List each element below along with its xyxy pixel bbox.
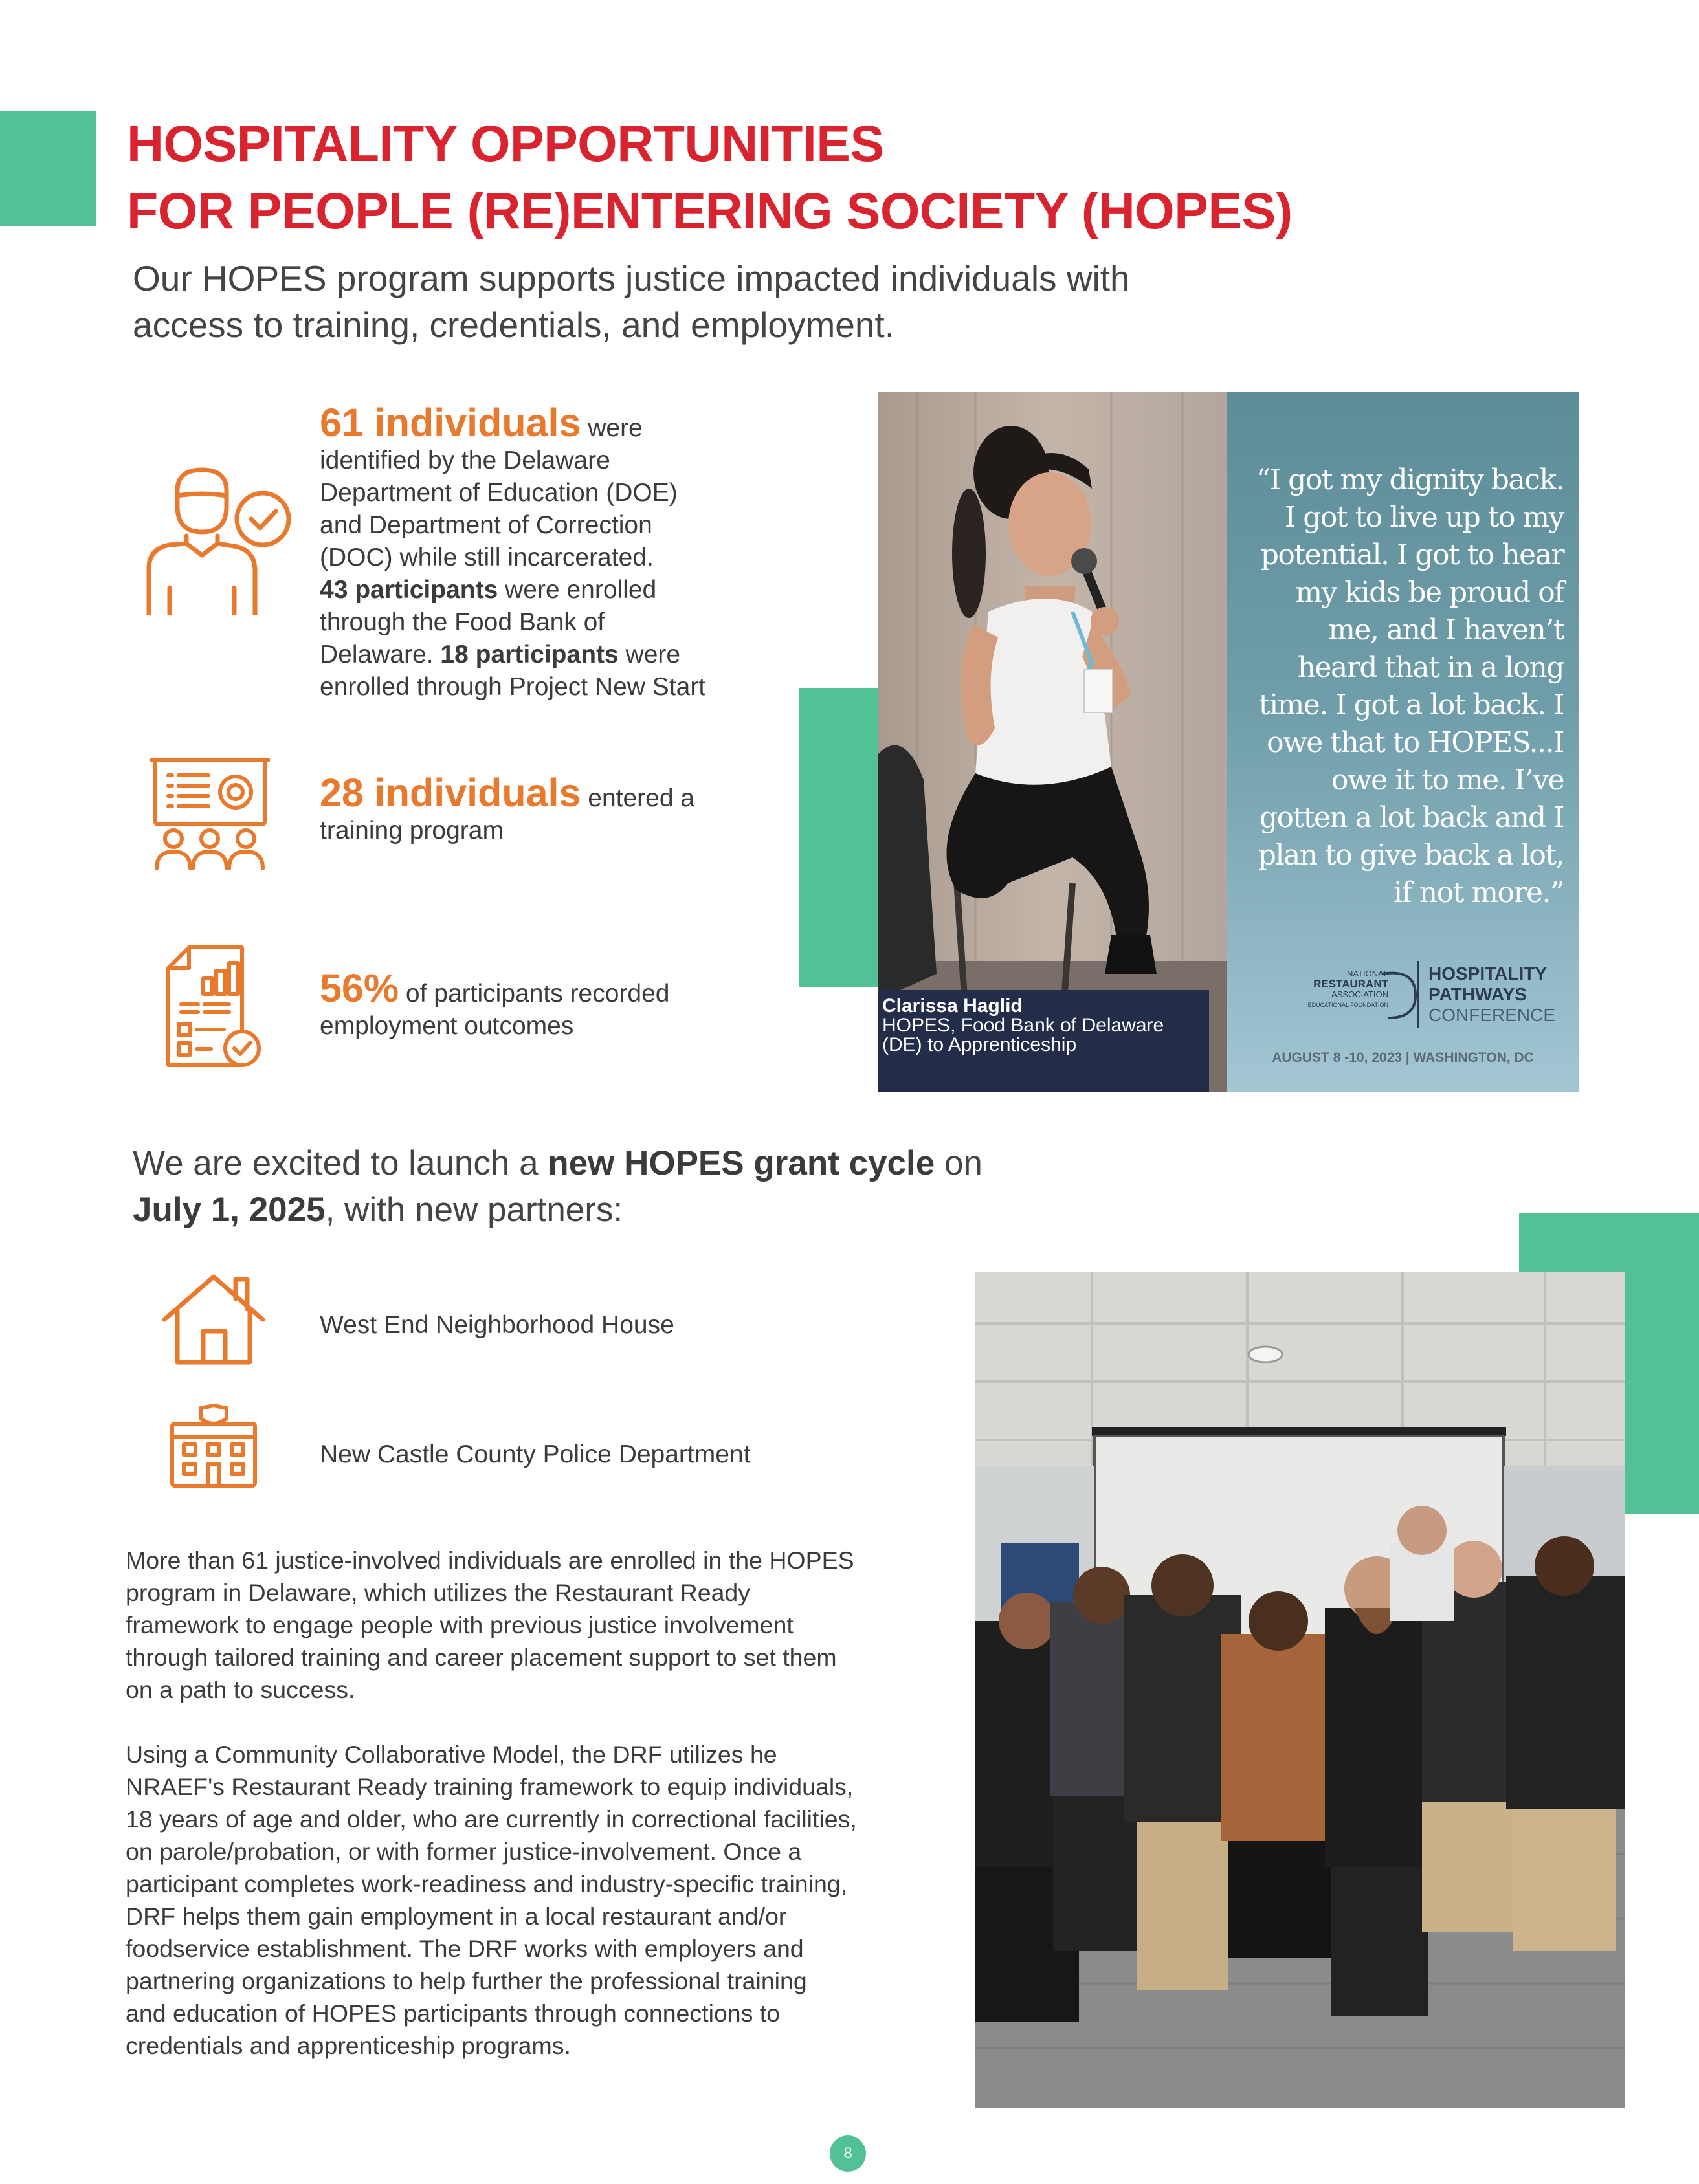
quote-line: me, and I haven’t xyxy=(1328,613,1564,646)
logo-text: HOSPITALITY xyxy=(1428,964,1548,984)
stat-text: enrolled through Project New Start xyxy=(320,673,706,701)
paragraph-model xyxy=(126,1738,941,2062)
paragraph-line: Using a Community Collaborative Model, the DRF utilizes he xyxy=(126,1741,777,1768)
stat-text: training program xyxy=(320,817,504,844)
quote-line: time. I got a lot back. I xyxy=(1258,689,1564,722)
logo-text: NATIONAL xyxy=(1346,969,1388,978)
stat-participants-identified xyxy=(320,401,805,703)
paragraph-line: foodservice establishment. The DRF works with employers and xyxy=(126,1935,804,1962)
group-photo xyxy=(975,1272,1625,2108)
title-line-1: HOSPITALITY OPPORTUNITIES xyxy=(127,115,884,172)
grant-cycle-announcement xyxy=(133,1140,1104,1233)
stat-employment-outcomes xyxy=(320,966,838,1042)
stat-text: were xyxy=(581,414,643,442)
subtitle-line-1: Our HOPES program supports justice impacted individuals with xyxy=(133,258,1130,298)
paragraph-line: through tailored training and career placement support to set them xyxy=(126,1644,837,1671)
stat-text: entered a xyxy=(581,784,695,812)
accent-block-top-left xyxy=(0,111,96,226)
stat-bold: 18 participants xyxy=(440,641,619,668)
quote-line: heard that in a long xyxy=(1297,651,1564,684)
speaker-photo xyxy=(878,392,1227,1092)
logo-text: CONFERENCE xyxy=(1428,1005,1556,1025)
stat-text: Delaware. xyxy=(320,641,441,668)
speaker-nameplate xyxy=(878,990,1209,1092)
logo-text: ASSOCIATION xyxy=(1331,989,1388,999)
speaker-title-line: HOPES, Food Bank of Delaware xyxy=(882,1015,1164,1036)
nra-swoosh-icon xyxy=(1375,965,1427,1023)
subtitle-line-2: access to training, credentials, and employment. xyxy=(133,305,894,345)
paragraph-line: credentials and apprenticeship programs. xyxy=(126,2032,571,2059)
launch-bold: new HOPES grant cycle xyxy=(548,1144,935,1182)
training-presentation-icon xyxy=(150,757,270,870)
quote-line: I got to live up to my xyxy=(1284,501,1564,534)
quote-panel xyxy=(1227,392,1579,1092)
quote-line: owe that to HOPES...I xyxy=(1267,726,1564,759)
quote-line: if not more.” xyxy=(1393,876,1564,909)
paragraph-line: 18 years of age and older, who are currently in correctional facilities, xyxy=(126,1805,857,1833)
paragraph-line: NRAEF's Restaurant Ready training framework to equip individuals, xyxy=(126,1773,854,1800)
partner-nccpd: New Castle County Police Department xyxy=(320,1440,751,1468)
police-station-icon xyxy=(170,1404,258,1488)
quote-line: plan to give back a lot, xyxy=(1258,839,1564,872)
launch-text: on xyxy=(935,1144,983,1182)
stat-text: employment outcomes xyxy=(320,1012,574,1040)
stat-text: and Department of Correction xyxy=(320,511,652,539)
stat-highlight: 28 individuals xyxy=(320,771,581,815)
paragraph-line: DRF helps them gain employment in a local restaurant and/or xyxy=(126,1903,787,1930)
stat-text: were xyxy=(618,641,681,668)
report-checklist-icon xyxy=(166,945,264,1068)
house-icon xyxy=(162,1273,265,1365)
page-number: 8 xyxy=(830,2135,866,2172)
paragraph-overview xyxy=(126,1544,941,1706)
paragraph-line: framework to engage people with previous justice involvement xyxy=(126,1611,794,1638)
launch-text: , with new partners: xyxy=(325,1191,623,1229)
stat-text: of participants recorded xyxy=(399,980,670,1008)
quote-line: owe it to me. I’ve xyxy=(1331,764,1564,797)
speaker-title xyxy=(882,1016,1206,1055)
page-subtitle xyxy=(133,255,1233,348)
testimonial-photo-card xyxy=(878,392,1579,1092)
speaker-title-line: (DE) to Apprenticeship xyxy=(882,1034,1077,1055)
paragraph-line: and education of HOPES participants through connections to xyxy=(126,2000,781,2027)
quote-line: my kids be proud of xyxy=(1295,576,1564,609)
testimonial-quote xyxy=(1214,461,1564,912)
paragraph-line: participant completes work-readiness and industry-specific training, xyxy=(126,1870,848,1897)
logo-divider xyxy=(1417,961,1419,1028)
quote-line: potential. I got to hear xyxy=(1260,538,1564,571)
title-line-2: FOR PEOPLE (RE)ENTERING SOCIETY (HOPES) xyxy=(127,182,1293,239)
event-date: AUGUST 8 -10, 2023 | WASHINGTON, DC xyxy=(1272,1050,1534,1065)
speaker-name: Clarissa Haglid xyxy=(882,995,1023,1017)
quote-line: gotten a lot back and I xyxy=(1259,801,1564,834)
paragraph-line: partnering organizations to help further the professional training xyxy=(126,1967,807,1994)
stat-bold: 43 participants xyxy=(320,576,498,604)
logo-text: EDUCATIONAL FOUNDATION xyxy=(1307,1002,1388,1008)
conference-logo xyxy=(1265,961,1576,1032)
stat-text: Department of Education (DOE) xyxy=(320,479,678,507)
quote-line: “I got my dignity back. xyxy=(1256,463,1564,496)
logo-text: PATHWAYS xyxy=(1428,984,1527,1004)
person-check-icon xyxy=(144,465,294,615)
launch-text: We are excited to launch a xyxy=(133,1144,548,1182)
paragraph-line: More than 61 justice-involved individuals are enrolled in the HOPES xyxy=(126,1547,854,1574)
stat-highlight: 61 individuals xyxy=(320,401,581,445)
partner-west-end: West End Neighborhood House xyxy=(320,1311,674,1339)
paragraph-line: on a path to success. xyxy=(126,1676,355,1703)
logo-text: RESTAURANT xyxy=(1313,978,1388,990)
stat-text: (DOC) while still incarcerated. xyxy=(320,544,654,571)
paragraph-line: on parole/probation, or with former justice-involvement. Once a xyxy=(126,1838,802,1865)
paragraph-line: program in Delaware, which utilizes the Restaurant Ready xyxy=(126,1579,751,1606)
stat-text: were enrolled xyxy=(498,576,657,604)
stat-highlight: 56% xyxy=(320,966,399,1010)
stat-text: identified by the Delaware xyxy=(320,447,610,474)
stat-text: through the Food Bank of xyxy=(320,608,605,636)
page-title xyxy=(127,110,1551,245)
launch-date: July 1, 2025 xyxy=(133,1191,326,1229)
stat-training-program xyxy=(320,771,838,847)
